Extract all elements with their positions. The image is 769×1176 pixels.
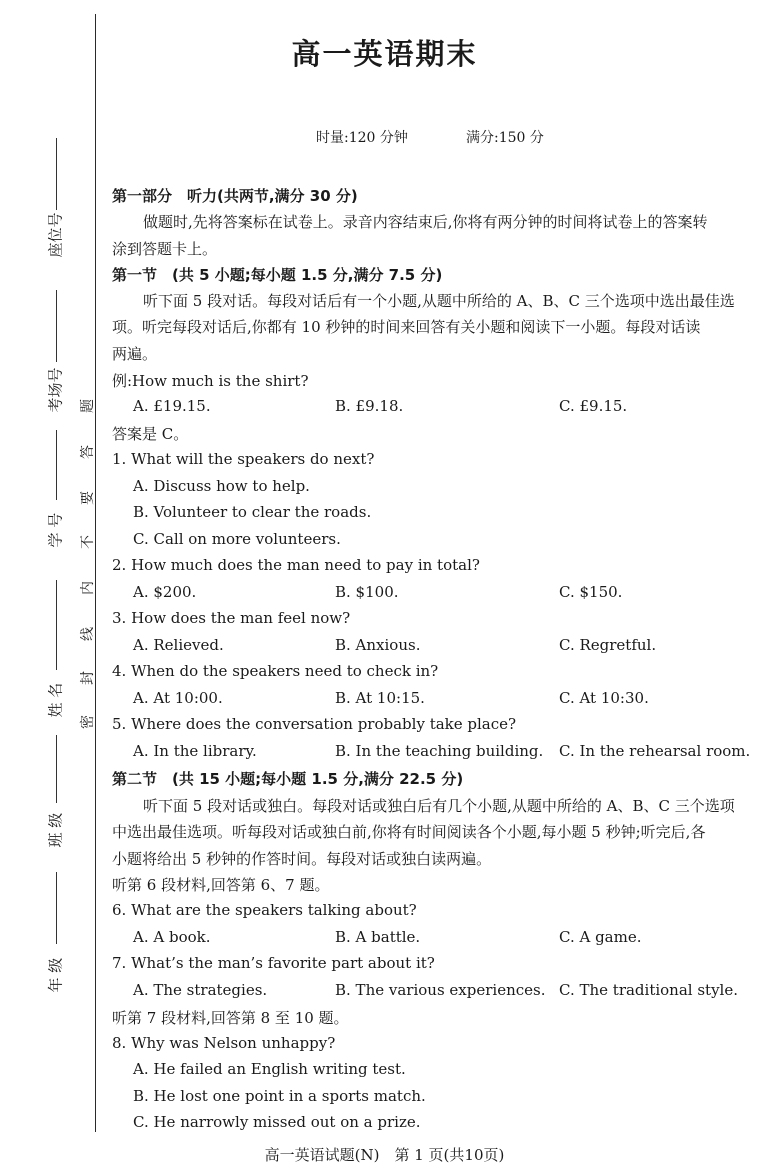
section2-instruction: 中选出最佳选项。听每段对话或独白前,你将有时间阅读各个小题,每小题 5 秒钟;听完后,各	[112, 823, 706, 841]
binding-line	[95, 14, 96, 1132]
full-score: 满分:150 分	[466, 130, 544, 146]
answer-option: A. Discuss how to help.	[133, 477, 310, 495]
answer-option: A. He failed an English writing test.	[133, 1060, 406, 1078]
grade-blank[interactable]	[56, 872, 57, 944]
answer-option: C. At 10:30.	[559, 689, 649, 707]
seal-char: 要	[80, 491, 96, 505]
seal-char: 密	[80, 715, 96, 729]
material-note: 听第 7 段材料,回答第 8 至 10 题。	[112, 1009, 349, 1027]
answer-option: A. A book.	[133, 928, 211, 946]
part1-instruction: 做题时,先将答案标在试卷上。录音内容结束后,你将有两分钟的时间将试卷上的答案转	[143, 213, 708, 231]
answer-option: B. At 10:15.	[335, 689, 425, 707]
seat-number-label: 座位号	[46, 212, 65, 258]
exam-room-label: 考场号	[46, 367, 65, 413]
example-option: C. £9.15.	[559, 397, 628, 415]
answer-option: B. $100.	[335, 583, 399, 601]
answer-option: A. Relieved.	[133, 636, 224, 654]
answer-option: C. In the rehearsal room.	[559, 742, 751, 760]
part1-instruction: 涂到答题卡上。	[112, 240, 218, 258]
answer-option: B. Volunteer to clear the roads.	[133, 503, 372, 521]
section1-instruction: 听下面 5 段对话。每段对话后有一个小题,从题中所给的 A、B、C 三个选项中选出最佳选	[143, 292, 735, 310]
time-limit: 时量:120 分钟	[316, 130, 408, 146]
section2-instruction: 听下面 5 段对话或独白。每段对话或独白后有几个小题,从题中所给的 A、B、C 三个选项	[143, 797, 735, 815]
answer-option: C. Call on more volunteers.	[133, 530, 341, 548]
example-answer: 答案是 C。	[112, 425, 189, 443]
page-footer: 高一英语试题(N) 第 1 页(共10页)	[264, 1146, 505, 1164]
question: 4. When do the speakers need to check in?	[112, 662, 439, 680]
question: 5. Where does the conversation probably take place?	[112, 715, 517, 733]
answer-option: B. A battle.	[335, 928, 421, 946]
question: 8. Why was Nelson unhappy?	[112, 1034, 336, 1052]
example-option: A. £19.15.	[133, 397, 211, 415]
question: 1. What will the speakers do next?	[112, 450, 375, 468]
class-blank[interactable]	[56, 735, 57, 803]
seal-char: 封	[80, 671, 96, 685]
student-id-label: 学 号	[46, 512, 65, 548]
answer-option: A. At 10:00.	[133, 689, 223, 707]
section2-instruction: 小题将给出 5 秒钟的作答时间。每段对话或独白读两遍。	[112, 850, 492, 868]
question: 6. What are the speakers talking about?	[112, 901, 417, 919]
answer-option: B. He lost one point in a sports match.	[133, 1087, 426, 1105]
example-option: B. £9.18.	[335, 397, 404, 415]
name-blank[interactable]	[56, 580, 57, 670]
page-title: 高一英语期末	[291, 37, 478, 71]
part1-heading: 第一部分 听力(共两节,满分 30 分)	[112, 187, 358, 205]
seal-char: 不	[80, 535, 96, 549]
section1-instruction: 两遍。	[112, 345, 158, 363]
material-note: 听第 6 段材料,回答第 6、7 题。	[112, 876, 330, 894]
exam-room-blank[interactable]	[56, 290, 57, 362]
answer-option: B. In the teaching building.	[335, 742, 544, 760]
section2-heading: 第二节 (共 15 小题;每小题 1.5 分,满分 22.5 分)	[112, 770, 464, 788]
seat-number-blank[interactable]	[56, 138, 57, 210]
answer-option: B. Anxious.	[335, 636, 421, 654]
answer-option: A. In the library.	[133, 742, 257, 760]
question: 3. How does the man feel now?	[112, 609, 351, 627]
name-label: 姓 名	[46, 682, 65, 718]
seal-char: 题	[80, 399, 96, 413]
answer-option: C. A game.	[559, 928, 642, 946]
question: 2. How much does the man need to pay in total?	[112, 556, 480, 574]
answer-option: C. Regretful.	[559, 636, 657, 654]
answer-option: A. The strategies.	[133, 981, 268, 999]
answer-option: C. He narrowly missed out on a prize.	[133, 1113, 421, 1131]
answer-option: A. $200.	[133, 583, 197, 601]
section1-heading: 第一节 (共 5 小题;每小题 1.5 分,满分 7.5 分)	[112, 266, 443, 284]
seal-char: 线	[80, 627, 96, 641]
answer-option: B. The various experiences.	[335, 981, 546, 999]
question: 7. What’s the man’s favorite part about it?	[112, 954, 435, 972]
section1-instruction: 项。听完每段对话后,你都有 10 秒钟的时间来回答有关小题和阅读下一小题。每段对话读	[112, 318, 701, 336]
seal-char: 内	[80, 581, 96, 595]
seal-char: 答	[80, 445, 96, 459]
example-question: 例:How much is the shirt?	[112, 372, 309, 390]
grade-label: 年 级	[46, 957, 65, 993]
class-label: 班 级	[46, 812, 65, 848]
answer-option: C. $150.	[559, 583, 623, 601]
student-id-blank[interactable]	[56, 430, 57, 500]
answer-option: C. The traditional style.	[559, 981, 738, 999]
